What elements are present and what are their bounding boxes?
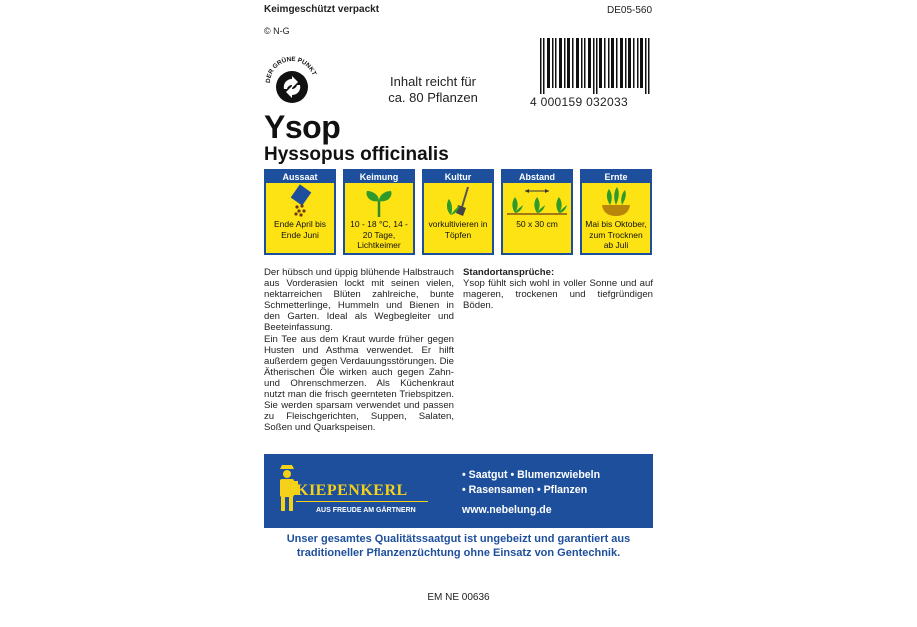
harvest-bowl-icon	[582, 183, 650, 219]
quality-note-line2: traditioneller Pflanzenzüchtung ohne Einsatz von Gentechnik.	[296, 547, 621, 559]
content-note	[370, 74, 496, 106]
brand-name: KIEPENKERL	[296, 482, 408, 499]
info-box-keimung	[343, 169, 415, 255]
info-box-title: Abstand	[503, 171, 571, 183]
brand-divider	[296, 501, 428, 502]
barcode-bars	[540, 38, 650, 94]
description-paragraph: Ein Tee aus dem Kraut wurde früher gegen Husten und Asthma verwendet. Er hilft außerdem gegen Verdauungsstörungen. Die Ätherischen Öle wirken auch gegen Zahn- und Ohrenschmerzen. Als Küchenkraut nutzt man die frisch geernteten Triebspitzen. Sie werden sparsam verwendet und passen zu Fleischgerichten, Suppen, Salaten, Soßen und Quarkspeisen.	[264, 333, 454, 434]
info-box-title: Aussaat	[266, 171, 334, 183]
info-box-text: 50 x 30 cm	[516, 219, 558, 229]
shovel-plant-icon	[424, 183, 492, 219]
info-box-kultur	[422, 169, 494, 255]
location-section	[463, 267, 653, 311]
copyright: © N-G	[264, 26, 290, 36]
barcode-number: 4 000159 032033	[530, 95, 628, 109]
footer-code: EM NE 00636	[427, 592, 490, 603]
description	[264, 267, 454, 433]
brand-product-list	[462, 468, 600, 518]
info-box-abstand	[501, 169, 573, 255]
info-box-text: Ende April bis Ende Juni	[274, 219, 326, 240]
brand-slogan: AUS FREUDE AM GÄRTNERN	[316, 507, 416, 514]
info-box-aussaat	[264, 169, 336, 255]
location-heading: Standortansprüche:	[463, 267, 555, 278]
quality-note	[264, 532, 653, 560]
seedling-icon	[345, 183, 413, 219]
gruener-punkt-label: DER GRÜNE PUNKT	[264, 55, 318, 84]
seed-packet-icon	[266, 183, 334, 219]
description-paragraph: Der hübsch und üppig blühende Halbstrauch aus Vorderasien lockt mit seinen vielen, nektarreichen Blüten zahlreiche, bunte Schmetterlinge, Hummeln und Bienen in den Garten. Ideal als Wegbegleiter und Beeteinfassung.	[264, 267, 454, 334]
spacing-icon	[503, 183, 571, 219]
info-box-title: Keimung	[345, 171, 413, 183]
product-latin-name: Hyssopus officinalis	[264, 144, 449, 165]
product-name: Ysop	[264, 109, 341, 145]
gruener-punkt-icon	[262, 51, 322, 111]
quality-note-line1: Unser gesamtes Qualitätssaatgut ist ungebeizt und garantiert aus	[286, 533, 631, 545]
info-box-title: Kultur	[424, 171, 492, 183]
brand-product-line: • Saatgut • Blumenzwiebeln	[462, 469, 601, 481]
content-note-line2: ca. 80 Pflanzen	[388, 90, 478, 105]
article-code: DE05-560	[607, 5, 653, 16]
content-note-line1: Inhalt reicht für	[390, 74, 476, 89]
location-text: Ysop fühlt sich wohl in voller Sonne und auf mageren, trockenen und tiefgründigen Böden.	[463, 278, 653, 312]
packaging-note: Keimgeschützt verpackt	[264, 4, 380, 15]
info-box-title: Ernte	[582, 171, 650, 183]
info-box-text: 10 - 18 °C, 14 - 20 Tage, Lichtkeimer	[350, 219, 408, 250]
brand-banner	[264, 454, 653, 528]
info-box-ernte	[580, 169, 652, 255]
info-box-text: vorkultivieren in Töpfen	[428, 219, 488, 240]
info-box-text: Mai bis Oktober, zum Trocknen ab Juli	[585, 219, 647, 250]
brand-product-line: • Rasensamen • Pflanzen	[462, 484, 588, 496]
brand-website: www.nebelung.de	[462, 504, 552, 516]
